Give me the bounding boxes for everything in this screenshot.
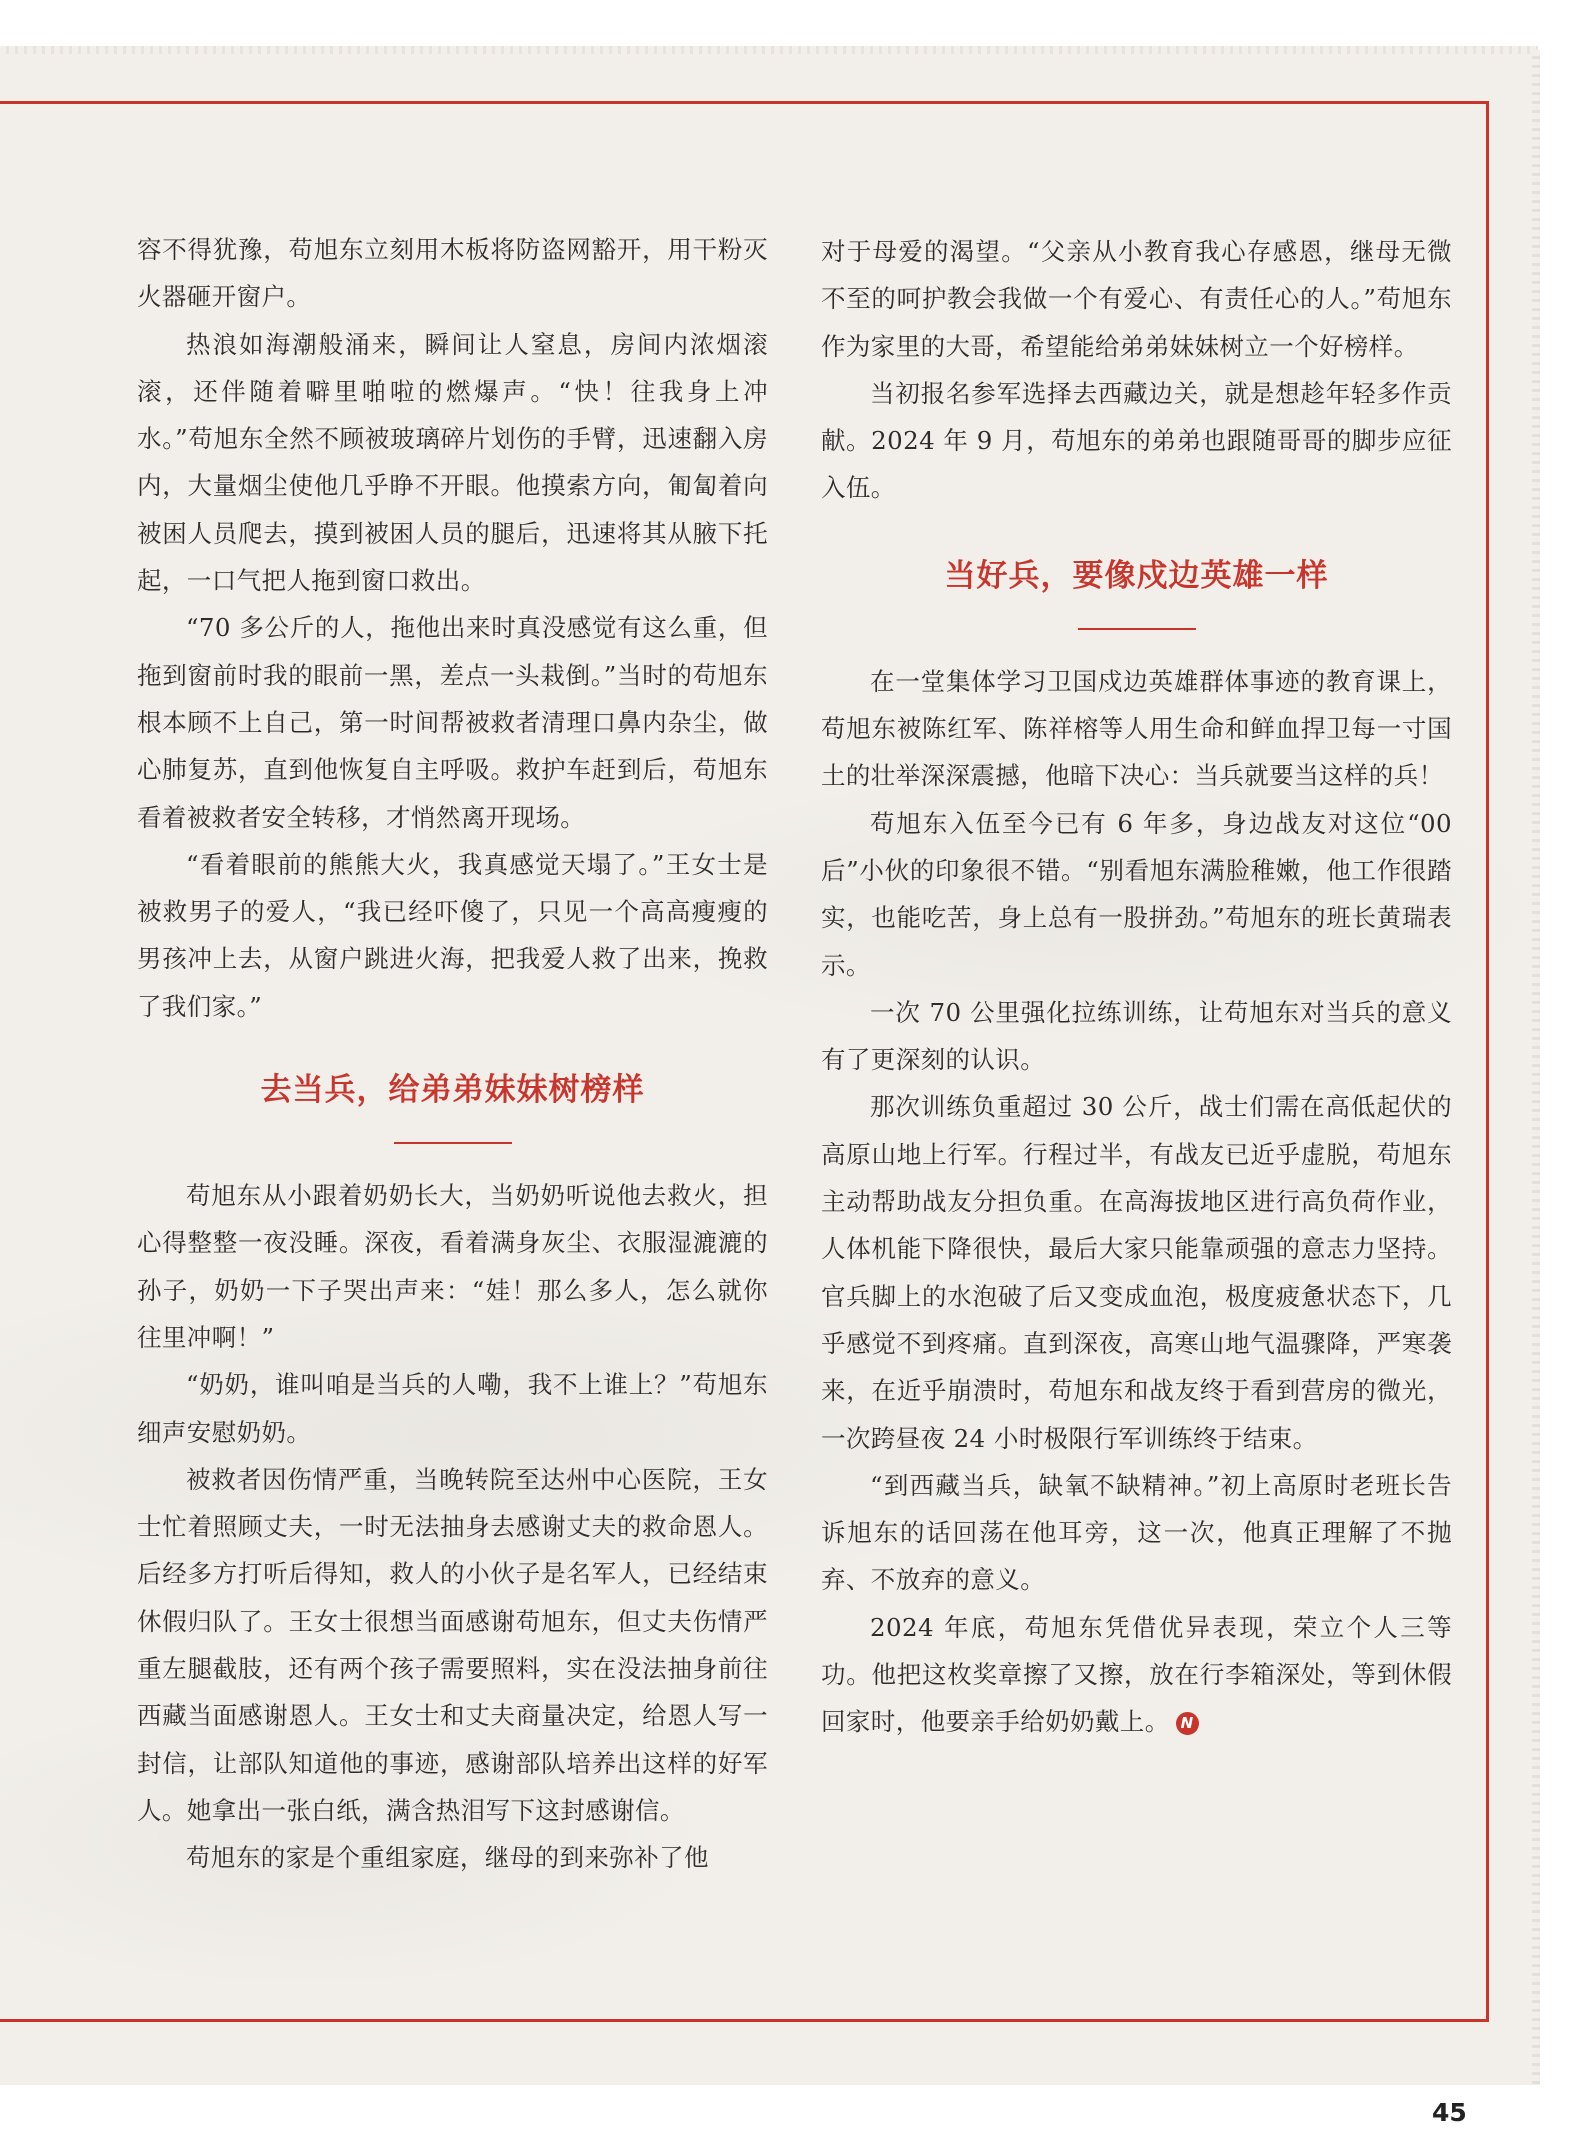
paragraph: “70 多公斤的人，拖他出来时真没感觉有这么重，但拖到窗前时我的眼前一黑，差点一头栽倒。”当时的苟旭东根本顾不上自己，第一时间帮被救者清理口鼻内杂尘，做心肺复苏，直到他恢复自主呼吸。救护车赶到后，苟旭东看着被救者安全转移，才悄然离开现场。 [137, 613, 768, 832]
paper-torn-edge-right [1532, 50, 1540, 2085]
paragraph: “到西藏当兵，缺氧不缺精神。”初上高原时老班长告诉旭东的话回荡在他耳旁，这一次，他真正理解了不抛弃、不放弃的意义。 [821, 1470, 1452, 1595]
section-title: 去当兵，给弟弟妹妹树榜样 [260, 1072, 645, 1109]
paragraph: 被救者因伤情严重，当晚转院至达州中心医院，王女士忙着照顾丈夫，一时无法抽身去感谢丈夫的救命恩人。后经多方打听后得知，救人的小伙子是名军人，已经结束休假归队了。王女士很想当面感谢苟旭东，但丈夫伤情严重左腿截肢，还有两个孩子需要照料，实在没法抽身前往西藏当面感谢恩人。王女士和丈夫商量决定，给恩人写一封信，让部队知道他的事迹，感谢部队培养出这样的好军人。她拿出一张白纸，满含热泪写下这封感谢信。 [137, 1464, 768, 1825]
paragraph: 对于母爱的渴望。“父亲从小教育我心存感恩，继母无微不至的呵护教会我做一个有爱心、有责任心的人。”苟旭东作为家里的大哥，希望能给弟弟妹妹树立一个好榜样。 [821, 237, 1452, 361]
left-column [137, 226, 768, 1882]
paragraph: 苟旭东的家是个重组家庭，继母的到来弥补了他 [186, 1843, 709, 1873]
right-column [821, 228, 1452, 1746]
paragraph-final-text: 2024 年底，苟旭东凭借优异表现，荣立个人三等功。他把这枚奖章擦了又擦，放在行李箱深处，等到休假回家时，他要亲手给奶奶戴上。 [821, 1612, 1452, 1737]
section-title: 当好兵，要像戍边英雄一样 [944, 557, 1329, 594]
section-title-underline [394, 1142, 512, 1144]
paragraph: 在一堂集体学习卫国戍边英雄群体事迹的教育课上，苟旭东被陈红军、陈祥榕等人用生命和鲜血捍卫每一寸国土的壮举深深震撼，他暗下决心：当兵就要当这样的兵！ [821, 666, 1452, 791]
paragraph: 一次 70 公里强化拉练训练，让苟旭东对当兵的意义有了更深刻的认识。 [821, 997, 1452, 1075]
paragraph: 苟旭东从小跟着奶奶长大，当奶奶听说他去救火，担心得整整一夜没睡。深夜，看着满身灰尘、衣服湿漉漉的孙子，奶奶一下子哭出声来：“娃！那么多人，怎么就你往里冲啊！” [137, 1181, 768, 1352]
section-heading-block [137, 1070, 768, 1144]
paragraph: “看着眼前的熊熊大火，我真感觉天塌了。”王女士是被救男子的爱人，“我已经吓傻了，只见一个高高瘦瘦的男孩冲上去，从窗户跳进火海，把我爱人救了出来，挽救了我们家。” [137, 849, 768, 1021]
section-heading-block [821, 556, 1452, 630]
page-number: 45 [1432, 2098, 1467, 2127]
paragraph: 当初报名参军选择去西藏边关，就是想趁年轻多作贡献。2024 年 9 月，苟旭东的弟弟也跟随哥哥的脚步应征入伍。 [821, 378, 1452, 503]
paper-torn-edge-top [0, 46, 1538, 54]
article-end-icon: N [1176, 1712, 1199, 1735]
paragraph: 容不得犹豫，苟旭东立刻用木板将防盗网豁开，用干粉灭火器砸开窗户。 [137, 235, 768, 312]
section-title-underline [1078, 628, 1196, 630]
paragraph: “奶奶，谁叫咱是当兵的人嘞，我不上谁上？”苟旭东细声安慰奶奶。 [137, 1370, 768, 1447]
paragraph-final [821, 1604, 1452, 1746]
paragraph: 热浪如海潮般涌来，瞬间让人窒息，房间内浓烟滚滚，还伴随着噼里啪啦的燃爆声。“快！往我身上冲水。”苟旭东全然不顾被玻璃碎片划伤的手臂，迅速翻入房内，大量烟尘使他几乎睁不开眼。他摸索方向，匍匐着向被困人员爬去，摸到被困人员的腿后，迅速将其从腋下托起，一口气把人拖到窗口救出。 [137, 329, 768, 596]
paragraph: 那次训练负重超过 30 公斤，战士们需在高低起伏的高原山地上行军。行程过半，有战友已近乎虚脱，苟旭东主动帮助战友分担负重。在高海拔地区进行高负荷作业，人体机能下降很快，最后大家只能靠顽强的意志力坚持。官兵脚上的水泡破了后又变成血泡，极度疲惫状态下，几乎感觉不到疼痛。直到深夜，高寒山地气温骤降，严寒袭来，在近乎崩溃时，苟旭东和战友终于看到营房的微光，一次跨昼夜 24 小时极限行军训练终于结束。 [821, 1092, 1452, 1453]
paragraph: 苟旭东入伍至今已有 6 年多，身边战友对这位“00后”小伙的印象很不错。“别看旭东满脸稚嫩，他工作很踏实，也能吃苦，身上总有一股拼劲。”苟旭东的班长黄瑞表示。 [821, 808, 1452, 980]
